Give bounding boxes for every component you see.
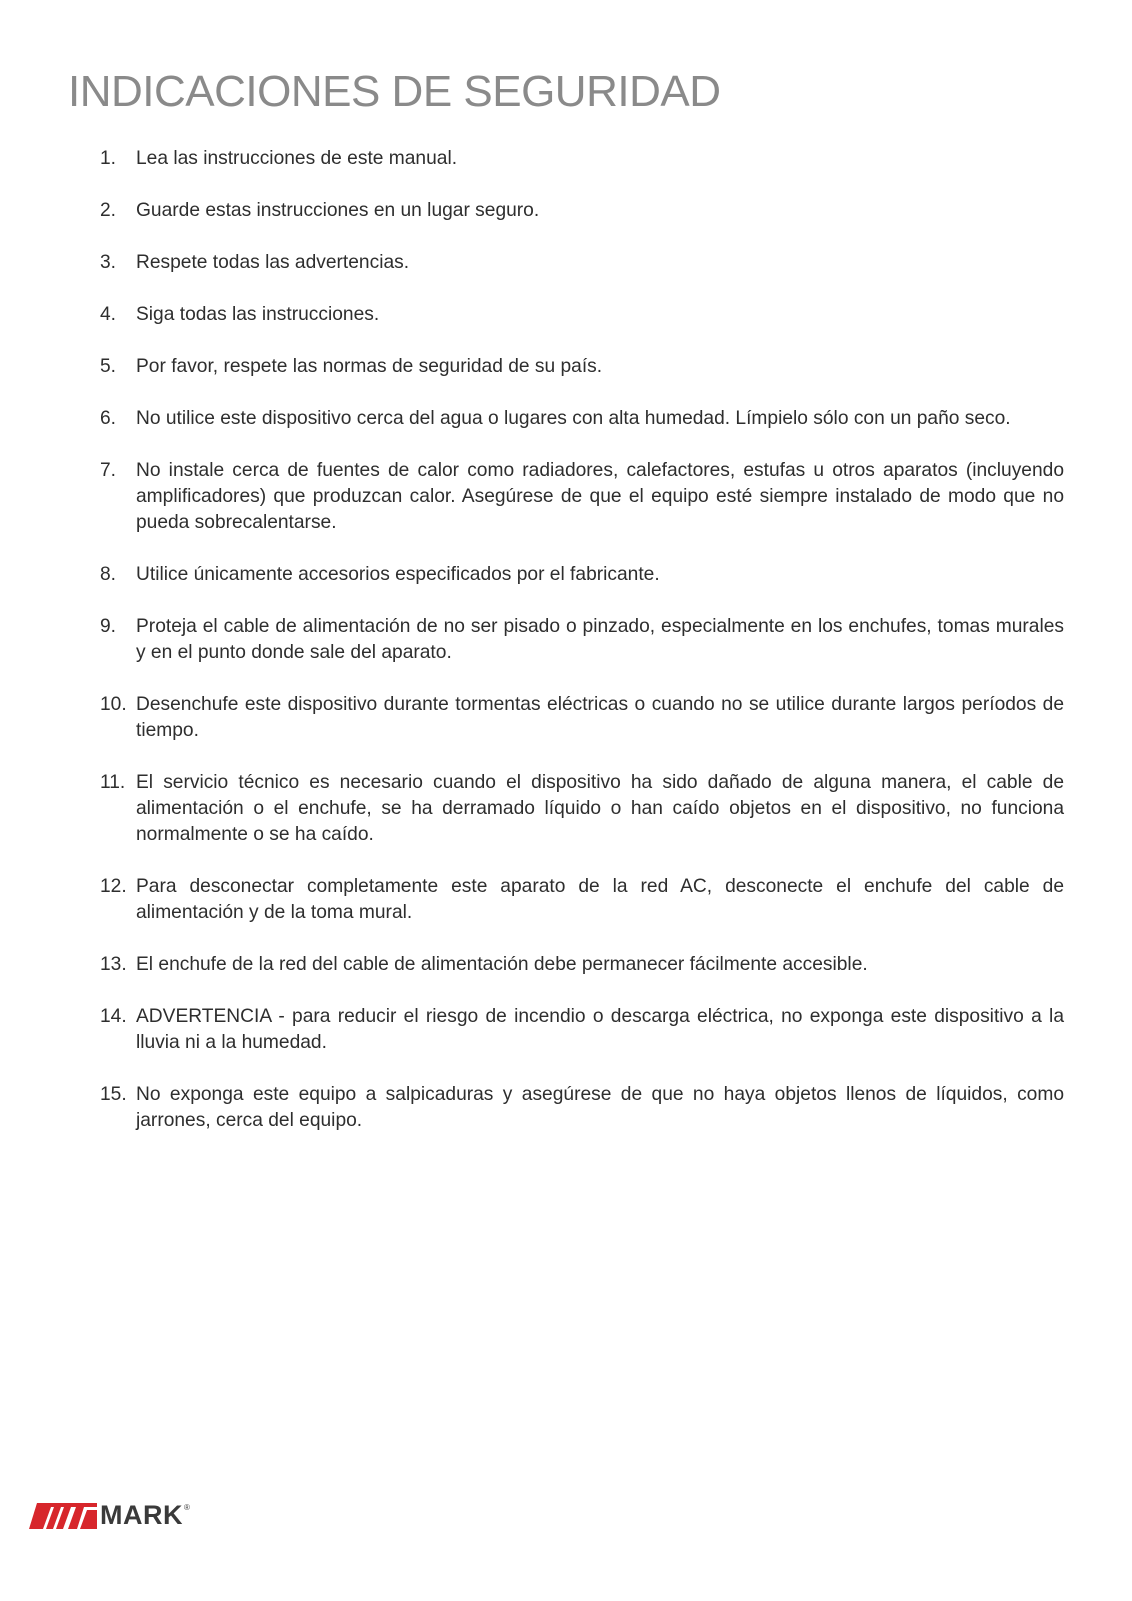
item-text: Respete todas las advertencias. [136,252,410,273]
item-number: 15. [100,1084,127,1105]
brand-logo [29,1502,190,1529]
brand-name: MARK [100,1500,183,1530]
item-number: 1. [100,148,117,169]
list-item [100,406,1064,432]
list-item [100,1082,1064,1134]
item-number: 5. [100,356,117,377]
item-text: No utilice este dispositivo cerca del agua o lugares con alta humedad. Límpielo sólo con un paño seco. [136,408,1011,429]
item-number: 3. [100,252,117,273]
item-number: 10. [100,694,127,715]
list-item [100,692,1064,744]
list-item [100,354,1064,380]
item-number: 8. [100,564,117,585]
item-text: No instale cerca de fuentes de calor como radiadores, calefactores, estufas u otros aparatos (incluyendo amplificadores) que produzcan calor. Asegúrese de que el equipo esté siempre instalado de modo que no pueda sobrecalentarse. [136,460,1064,533]
list-item [100,198,1064,224]
list-item [100,874,1064,926]
item-number: 4. [100,304,117,325]
item-text: ADVERTENCIA - para reducir el riesgo de incendio o descarga eléctrica, no exponga este dispositivo a la lluvia ni a la humedad. [136,1006,1064,1053]
item-number: 13. [100,954,127,975]
item-number: 7. [100,460,117,481]
item-number: 2. [100,200,117,221]
registered-mark: ® [184,1503,190,1512]
list-item [100,952,1064,978]
list-item [100,562,1064,588]
item-text: Siga todas las instrucciones. [136,304,380,325]
safety-instructions-list [100,146,1064,1160]
item-text: Por favor, respete las normas de seguridad de su país. [136,356,603,377]
list-item [100,458,1064,536]
page-title: INDICACIONES DE SEGURIDAD [68,67,721,116]
item-number: 6. [100,408,117,429]
item-number: 11. [100,772,126,793]
list-item [100,1004,1064,1056]
list-item [100,770,1064,848]
item-text: Desenchufe este dispositivo durante tormentas eléctricas o cuando no se utilice durante largos períodos de tiempo. [136,694,1064,741]
item-number: 9. [100,616,117,637]
list-item [100,302,1064,328]
brand-stripes-icon [29,1503,97,1529]
item-text: Para desconectar completamente este aparato de la red AC, desconecte el enchufe del cable de alimentación y de la toma mural. [136,876,1064,923]
list-item [100,146,1064,172]
item-text: Utilice únicamente accesorios especificados por el fabricante. [136,564,660,585]
item-text: Guarde estas instrucciones en un lugar seguro. [136,200,540,221]
item-number: 12. [100,876,127,897]
list-item [100,614,1064,666]
item-text: Proteja el cable de alimentación de no ser pisado o pinzado, especialmente en los enchufes, tomas murales y en el punto donde sale del aparato. [136,616,1064,663]
item-text: El enchufe de la red del cable de alimentación debe permanecer fácilmente accesible. [136,954,868,975]
item-text: El servicio técnico es necesario cuando el dispositivo ha sido dañado de alguna manera, el cable de alimentación o el enchufe, se ha derramado líquido o han caído objetos en el dispositivo, no funciona normalmente o se ha caído. [136,772,1064,845]
item-text: Lea las instrucciones de este manual. [136,148,458,169]
item-text: No exponga este equipo a salpicaduras y asegúrese de que no haya objetos llenos de líquidos, como jarrones, cerca del equipo. [136,1084,1064,1131]
list-item [100,250,1064,276]
item-number: 14. [100,1006,127,1027]
